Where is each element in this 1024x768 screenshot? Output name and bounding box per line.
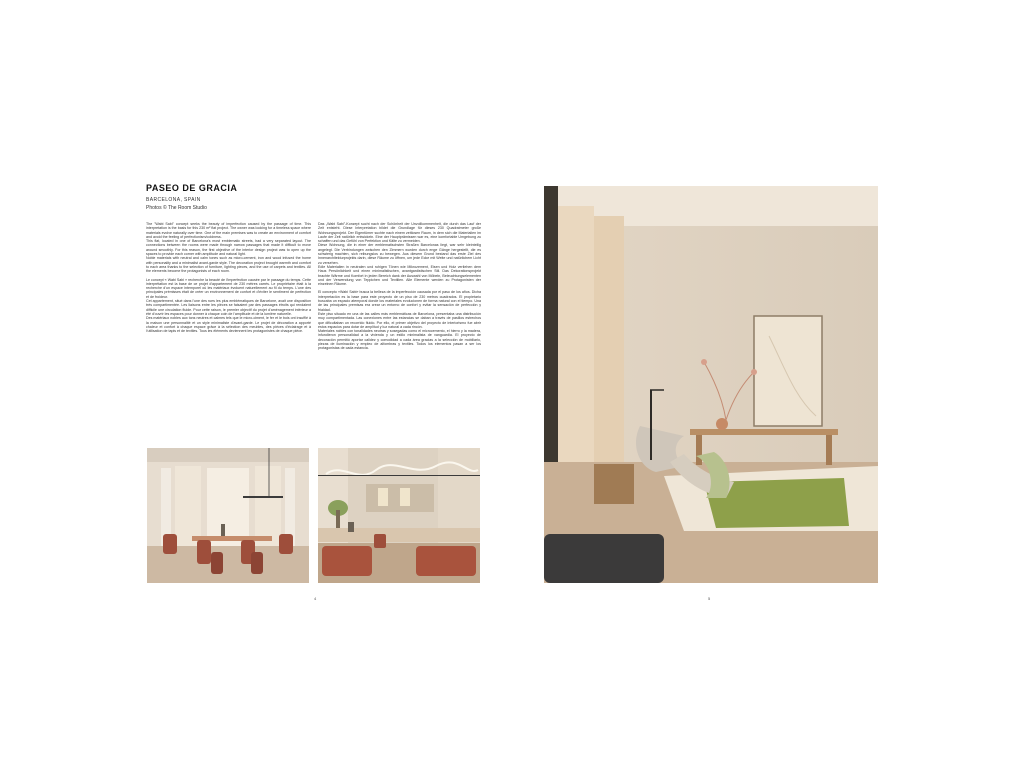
text-column-right (318, 222, 481, 355)
living-room-photo (544, 186, 878, 583)
page-number-right: 5 (708, 596, 711, 601)
photo-credit: Photos © The Room Studio (146, 205, 207, 211)
article-location: BARCELONA, SPAIN (146, 197, 201, 203)
paragraph-french: Le concept « Wabi Sabi » recherche la beauté de l'imperfection causée par le passage du temps. Cette interprétation est la base de ce projet d'appartement de 230 mètres carrés. Le propriétaire était à la recherche d'un espace intemporel où les matériaux évoluent naturellement au fil du temps. L'une des principales prémisses était de créer un environnement de confort et d'éviter le sentiment de perfection et de froideur. Cet appartement, situé dans l'une des rues les plus emblématiques de Barcelone, avait une disposition très compartimentée. Les liaisons entre les pièces se faisaient par des passages étroits qui rendaient difficile une circulation fluide. Pour cette raison, le premier objectif du projet d'aménagement intérieur a été d'ouvrir les espaces pour donner à chaque coin de l'amplitude et de la lumière naturelle. Des matériaux nobles aux tons neutres et calmes tels que le micro-ciment, le fer et le bois ont insufflé à la maison une personnalité et un style minimaliste d'avant-garde. Le projet de décoration a apporté chaleur et confort à chaque espace grâce à la sélection des meubles, des pièces d'éclairage et à l'utilisation de tapis et de textiles. Tous les éléments deviennent les protagonistes de chaque pièce. (146, 277, 311, 334)
dining-detail-photo (318, 448, 480, 583)
paragraph-spanish: El concepto «Wabi Sabi» busca la belleza de la imperfección causada por el paso de los años. Dicha interpretación es la base para este proyecto de un piso de 230 metros cuadrados. El propietario buscaba un espacio atemporal donde los materiales evolucionen de forma natural con el tiempo. Una de las principales premisas era crear un entorno de confort y evitar la sensación de perfección y frialdad. Este piso situado en una de las calles más emblemáticas de Barcelona, presentaba una distribución muy compartimentada. Las conexiones entre las estancias se daban a través de pasillos estrechos que dificultaban un recorrido fluido. Por ello, el primer objetivo del proyecto de interiorismo fue abrir estos espacios para dotar de amplitud y luz natural a cada rincón. Materiales nobles con tonalidades neutras y sosegadas como el microcemento, el hierro y la madera, infundieron personalidad a la vivienda y un estilo minimalista de vanguardia. El proyecto de decoración permitió aportar calidez y comodidad a cada área gracias a la selección de mobiliario, piezas de iluminación y empleo de alfombras y textiles. Todos los elementos pasan a ser los protagonistas de cada estancia. (318, 290, 481, 351)
article-title: PASEO DE GRACIA (146, 183, 238, 193)
text-column-left (146, 222, 311, 337)
paragraph-german: Das „Wabi Sabi"-Konzept sucht nach der Schönheit der Unvollkommenheit, die durch das Lauf der Zeit entsteht. Diese Interpretation bildet die Grundlage für dieses 230 Quadratmeter große Wohnungsprojekt. Der Eigentümer suchte nach einem zeitlosen Raum, in dem sich die Materialien im Laufe der Zeit natürlich entwickeln. Eine der Hauptprämissen war es, eine komfortable Umgebung zu schaffen und das Gefühl von Perfektion und Kälte zu vermeiden. Diese Wohnung, die in einer der emblematischsten Straßen Barcelonas liegt, war sehr kleinteilig angelegt. Die Verbindungen zwischen den Zimmern wurden durch enge Gänge hergestellt, die es schwierig machten, sich reibungslos zu bewegen. Aus diesem Grund bestand das erste Ziel des Innenarchitekturprojekts darin, diese Räume zu öffnen, um jede Ecke mit Weite und natürlichem Licht zu versehen. Edle Materialien in neutralen und ruhigen Tönen wie Mikrozement, Eisen und Holz verliehen dem Haus Persönlichkeit und einen minimalistischen, avantgardistischen Stil. Das Dekorationsprojekt brachte Wärme und Komfort in jeden Bereich dank der Auswahl von Möbeln, Beleuchtungselementen und der Verwendung von Teppichen und Textilien. Alle Elemente werden zu Protagonisten der einzelnen Räume. (318, 222, 481, 287)
dining-room-photo (147, 448, 309, 583)
page-number-left: 4 (314, 596, 317, 601)
paragraph-english: The "Wabi Sabi" concept seeks the beauty of imperfection caused by the passage of time. This interpretation is the basis for this 230 m² flat project. The owner was looking for a timeless space where materials evolve naturally over time. One of the main premises was to create an environment of comfort and avoid the feeling of perfectionism/coldness. This flat, located in one of Barcelona's most emblematic streets, had a very separated layout. The connections between the rooms were made through narrow passages that made it difficult to move around smoothly. For this reason, the first objective of the interior design project was to open up the spaces to provide each corner with amplitude and natural light. Noble materials with neutral and calm tones such as micro-cement, iron and wood infused the home with personality and a minimalist avant-garde style. The decoration project brought warmth and comfort to each area thanks to the selection of furniture, lighting pieces, and the use of carpets and textiles. All the elements become the protagonists of each room. (146, 222, 311, 274)
